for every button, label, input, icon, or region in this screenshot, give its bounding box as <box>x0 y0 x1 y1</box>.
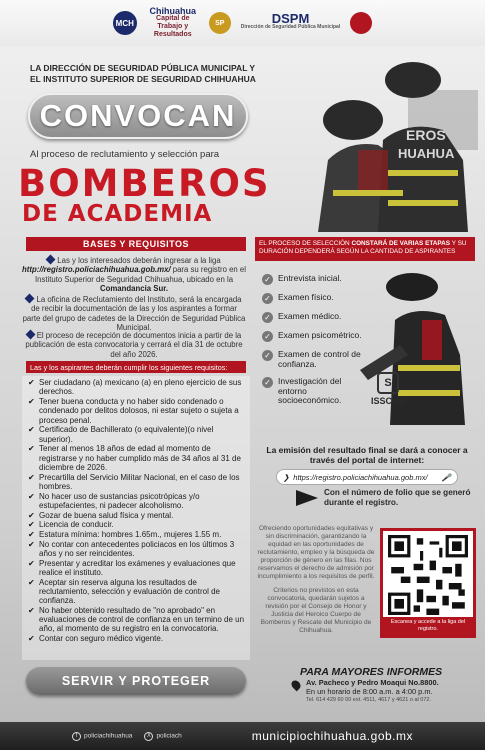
chihuahua-logo-text: Chihuahua <box>149 6 197 16</box>
dspm-logo-subtitle: Dirección de Seguridad Pública Municipal <box>240 24 341 30</box>
list-item: ✔ No hacer uso de sustancias psicotrópicas y/o estupefacientes, ni padecer alcoholismo. <box>28 492 248 511</box>
bases-paragraph-3 <box>22 331 246 359</box>
footer-bar <box>0 722 485 750</box>
convocan-subtitle: Al proceso de reclutamiento y selección para <box>30 149 220 160</box>
selection-stages-list <box>262 274 362 414</box>
list-item: ✔ Licencia de conducir. <box>28 520 248 529</box>
facebook-handle: policiachihuahua <box>84 732 133 739</box>
website-link[interactable]: municipiochihuahua.gob.mx <box>251 729 413 743</box>
chevron-right-icon: ❯ <box>283 472 290 482</box>
x-icon: X <box>144 732 153 741</box>
servir-proteger-banner: SERVIR Y PROTEGER <box>26 667 246 695</box>
results-url-bar[interactable] <box>276 469 458 485</box>
arrow-right-icon <box>296 490 318 506</box>
chihuahua-logo-tagline: Capital de Trabajo y Resultados <box>153 15 192 38</box>
x-link[interactable] <box>144 732 181 741</box>
fineprint-equity: Ofreciendo oportunidades equitativas y sin discriminación, garantizando la equidad en las oportunidades de reclutamiento, empleo y la búsqueda de proporción de género en las filas. Nos reservamos el derecho de admisión por incumplimiento a los requisitos de perfil. <box>257 525 375 580</box>
list-item: ✔ Ser ciudadano (a) mexicano (a) en pleno ejercicio de sus derechos. <box>28 378 248 397</box>
facebook-link[interactable] <box>72 732 132 741</box>
list-item <box>262 312 362 323</box>
informes-address <box>292 679 482 705</box>
list-item <box>262 377 362 406</box>
pin-icon <box>25 330 35 340</box>
registration-qr-code[interactable] <box>380 528 476 638</box>
svg-text:HUAHUA: HUAHUA <box>398 146 455 161</box>
svg-text:EROS: EROS <box>406 127 446 143</box>
banner-text-b: CONSTARÁ DE VARIAS ETAPAS <box>351 240 451 247</box>
dspm-logo <box>240 11 341 32</box>
stage-label: Examen psicométrico. <box>278 330 362 340</box>
list-item <box>262 274 362 285</box>
qr-caption: Escanea y accede a la liga del registro. <box>383 617 473 635</box>
stage-label: Entrevista inicial. <box>278 273 342 283</box>
requirements-header: Las y los aspirantes deberán cumplir los siguientes requisitos: <box>26 361 246 373</box>
microphone-icon: 🎤 <box>441 472 451 482</box>
stage-label: Examen médico. <box>278 311 342 321</box>
convocan-banner: CONVOCAN <box>28 93 248 139</box>
folio-note <box>296 488 476 508</box>
list-item: ✔ Aceptar sin reserva alguna los resultados de reclutamiento, selección y evaluación de control de confianza. <box>28 578 248 606</box>
stage-label: Investigación del entorno socioeconómico. <box>278 376 342 405</box>
list-item: ✔ Presentar y acreditar los exámenes y evaluaciones que realice el instituto. <box>28 559 248 578</box>
dspm-logo-title: DSPM <box>271 11 310 26</box>
isscuu-logo <box>363 372 413 406</box>
list-item: ✔ Contar con seguro médico vigente. <box>28 634 248 643</box>
qr-code-icon <box>388 535 468 615</box>
isscuu-text: ISSCUU <box>370 396 405 406</box>
firefighters-photo-icon <box>258 50 485 232</box>
p3-text: El proceso de recepción de documentos inicia a partir de la publicación de esta convocatoria y cerrará el día 31 de octubre del año 2026. <box>25 331 243 359</box>
seguridad-badge-logo: SP <box>209 12 231 34</box>
list-item <box>262 331 362 342</box>
bases-paragraph-1 <box>22 256 246 294</box>
informes-title: PARA MAYORES INFORMES <box>300 666 443 678</box>
equity-fineprint <box>256 525 376 635</box>
p1-text-a: Las y los interesados deberán ingresar a la liga <box>57 256 221 265</box>
list-item <box>262 293 362 304</box>
banner-text-a: EL PROCESO DE SELECCIÓN <box>259 240 352 247</box>
stage-label: Examen físico. <box>278 292 334 302</box>
list-item: ✔ Estatura mínima: hombres 1.65m., mujeres 1.55 m. <box>28 530 248 539</box>
chihuahua-capital-logo <box>147 7 199 39</box>
bases-title: BASES Y REQUISITOS <box>26 237 246 251</box>
results-url-text: https://registro.policiachihuahua.gob.mx/ <box>293 472 428 482</box>
header-line-2: EL INSTITUTO SUPERIOR DE SEGURIDAD CHIHUAHUA <box>30 74 256 84</box>
isscuu-shield-icon: S <box>377 372 399 394</box>
main-title-academia: DE ACADEMIA <box>22 201 213 227</box>
check-circle-icon: ✓ <box>262 274 273 285</box>
list-item: ✔ Precartilla del Servicio Militar Nacional, en el caso de los hombres. <box>28 473 248 492</box>
main-title-bomberos: BOMBEROS <box>18 162 271 205</box>
hours-text: En un horario de 8:00 a.m. a 4:00 p.m. <box>306 686 433 696</box>
list-item: ✔ Certificado de Bachillerato (o equivalente)(o nivel superior). <box>28 425 248 444</box>
list-item: ✔ No haber obtenido resultado de "no aprobado" en evaluaciones de control de confianza en un termino de un año, al momento de su registro en la convocatoria. <box>28 606 248 634</box>
list-item: ✔ No contar con antecedentes policiacos en los últimos 3 años y no ser reincidentes. <box>28 540 248 559</box>
address-text: Av. Pacheco y Pedro Moaqui No.8800. <box>306 678 439 687</box>
x-handle: policiach <box>156 732 182 739</box>
requirements-list <box>28 378 248 644</box>
selection-process-banner <box>255 237 475 261</box>
list-item: ✔ Tener al menos 18 años de edad al momento de registrarse y no haber cumplido más de 34 años al 31 de diciembre de 2026. <box>28 444 248 472</box>
header-line-1: LA DIRECCIÓN DE SEGURIDAD PÚBLICA MUNICIPAL Y <box>30 63 256 73</box>
facebook-icon: f <box>72 732 81 741</box>
registration-link[interactable]: http://registro.policiachihuahua.gob.mx/ <box>22 265 171 275</box>
check-circle-icon: ✓ <box>262 312 273 323</box>
bomberos-badge-logo <box>350 12 372 34</box>
p2-text: La oficina de Reclutamiento del Instituto, será la encargada de recibir la documentación de las y los aspirantes a formar parte del grupo de cadetes de la Dirección de Seguridad Pública Municipal. <box>22 295 246 333</box>
p1-text-c: Comandancia Sur. <box>99 284 169 294</box>
list-item <box>262 350 362 369</box>
stage-label: Examen de control de confianza. <box>278 349 361 369</box>
results-notice: La emisión del resultado final se dará a conocer a través del portal de internet: <box>266 445 468 465</box>
p1-text-b: para su registro en el Instituto Superior de Seguridad Chihuahua, ubicado en la <box>34 265 247 284</box>
telephone-text: Tel. 614 429 60 00 ext. 4511, 4617 y 4621 o al 072. <box>306 697 431 704</box>
logo-bar <box>0 0 485 46</box>
pin-icon <box>25 294 35 304</box>
list-item: ✔ Tener buena conducta y no haber sido condenado o condenado por delitos dolosos, ni estar sujeto o sujeta a proceso penal. <box>28 397 248 425</box>
check-circle-icon: ✓ <box>262 350 273 361</box>
municipal-seal-logo: MCH <box>113 11 137 35</box>
check-circle-icon: ✓ <box>262 377 273 388</box>
folio-text: Con el número de folio que se generó durante el registro. <box>324 488 471 507</box>
banner-text-c: Y SU DURACIÓN DEPENDERÁ SEGÚN LA CANTIDAD DE ASPIRANTES <box>259 240 467 255</box>
list-item: ✔ Gozar de buena salud física y mental. <box>28 511 248 520</box>
bases-paragraph-2 <box>22 295 246 333</box>
fineprint-criteria: Criterios no previstos en esta convocatoria, quedarán sujetos a revisión por el Consejo de Honor y Justicia del Heroico Cuerpo de Bomberos y Rescate del Municipio de Chihuahua. <box>260 587 372 634</box>
check-circle-icon: ✓ <box>262 293 273 304</box>
pin-icon <box>46 255 56 265</box>
check-circle-icon: ✓ <box>262 331 273 342</box>
